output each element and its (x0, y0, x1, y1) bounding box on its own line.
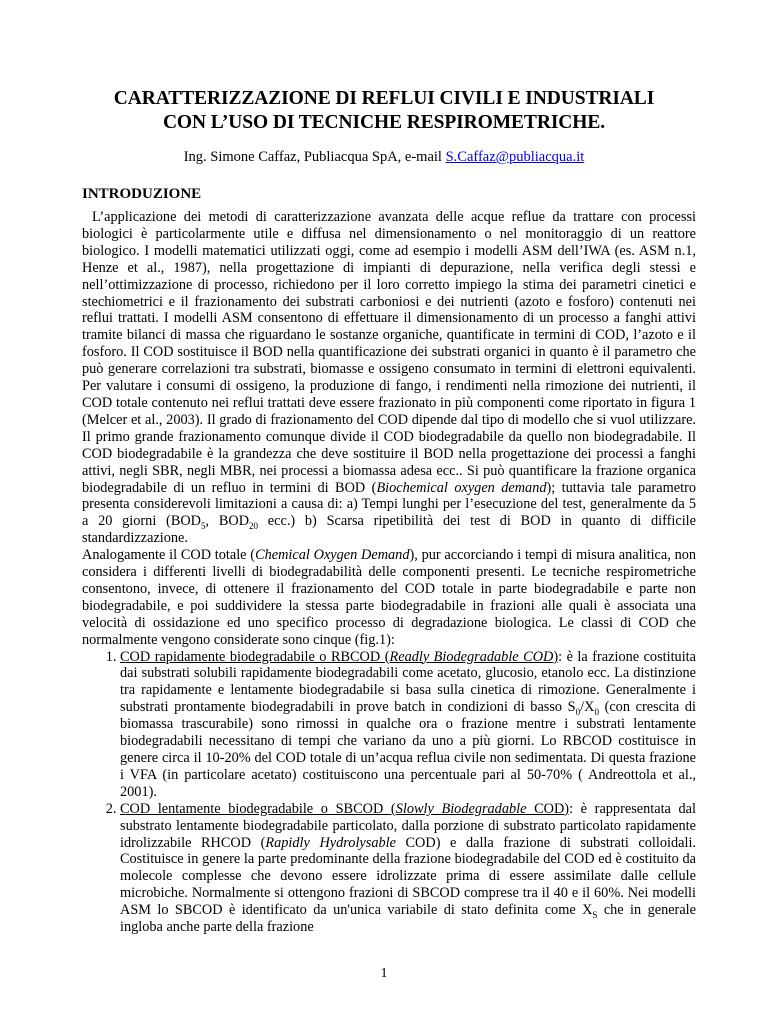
list-item-heading: COD rapidamente biodegradabile o RBCOD (Readly Biodegradable COD) (120, 648, 559, 665)
paragraph-1: L’applicazione dei metodi di caratterizzazione avanzata delle acque reflue da trattare con processi biologici è particolarmente utile e diffusa nel dimensionamento o nel monitoraggio di un reattore biologico. I modelli matematici utilizzati oggi, come ad esempio i modelli ASM dell’IWA (es. ASM n.1, Henze et al., 1987), nella progettazione di impianti di depurazione, nella verifica degli stessi e nell’ottimizzazione di processo, richiedono per il loro corretto impiego la stima dei parametri cinetici e stechiometrici e il frazionamento dei substrati carboniosi e dei nutrienti (azoto e fosforo) contenuti nei reflui trattati. I modelli ASM consentono di effettuare il dimensionamento di un processo a fanghi attivi tramite bilanci di massa che riguardano le sostanze organiche, quantificate in termini di COD, l’azoto e il fosforo. Il COD sostituisce il BOD nella quantificazione dei substrati organici in quanto è il parametro che può generare correlazioni tra substrati, biomasse e ossigeno consumato in termini di elettroni equivalenti. Per valutare i consumi di ossigeno, la produzione di fango, i rendimenti nella rimozione dei nutrienti, il COD totale contenuto nei reflui trattati deve essere frazionato in più componenti come riportato in figura 1 (Melcer et al., 2003). Il grado di frazionamento del COD dipende dal tipo di modello che si vuol utilizzare. Il primo grande frazionamento comunque divide il COD biodegradabile da quello non biodegradabile. Il COD biodegradabile è la grandezza che deve sostituire il BOD nella progettazione dei processi a fanghi attivi, negli SBR, negli MBR, nei processi a biomassa adesa ecc.. Si può quantificare la frazione organica biodegradabile di un refluo in termini di BOD (Biochemical oxygen demand); tuttavia tale parametro presenta considerevoli limitazioni a causa di: a) Tempi lunghi per l’esecuzione del test, generalmente da 5 a 20 giorni ($BOD_5$, $BOD_{20}$ ecc.) b) Scarsa ripetibilità dei test di BOD in quanto di difficile standardizzazione. (82, 209, 697, 547)
author-line (60, 148, 708, 166)
paper-title (60, 87, 708, 135)
paragraph-2: Analogamente il COD totale (Chemical Oxygen Demand), pur accorciando i tempi di misura analitica, non considera i differenti livelli di biodegradabilità delle componenti presenti. Le tecniche respirometriche consentono, invece, di ottenere il frazionamento del COD totale in parte biodegradabile e parte non biodegradabile, e poi suddividere la stessa parte biodegradabile in frazioni alle quali è associata una velocità di ossidazione ed uno specifico processo di degradazione biologica. Le classi di COD che normalmente vengono considerate sono cinque (fig.1): (82, 547, 697, 648)
body-text (82, 209, 696, 936)
page-number: 1 (380, 966, 388, 981)
author-text: Ing. Simone Caffaz, Publiacqua SpA, e-mail (183, 149, 446, 165)
author-email-link[interactable]: S.Caffaz@publiacqua.it (445, 149, 585, 165)
list-item-heading: COD lentamente biodegradabile o SBCOD (Slowly Biodegradable COD) (120, 800, 570, 817)
cod-classes-list (82, 649, 696, 936)
title-line-2: CON L’USO DI TECNICHE RESPIROMETRICHE. (162, 112, 606, 133)
section-heading: INTRODUZIONE (82, 186, 202, 202)
list-item: 1. COD rapidamente biodegradabile o RBCOD (Readly Biodegradable COD): è la frazione costituita dai substrati solubili rapidamente biodegradabili come acetato, glucosio, etanolo ecc. La distinzione tra rapidamente e lentamente biodegradabile si basa sulla cinetica di rimozione. Generalmente i substrati prontamente biodegradabili in prove batch in condizioni di basso $S_0/X_0$ (con crescita di biomassa trascurabile) sono rimossi in qualche ora o frazione mentre i substrati lentamente biodegradabili necessitano di tempi che variano da uno a più giorni. Lo RBCOD costituisce in genere circa il 10-20% del COD totale di un’acqua reflua civile non sedimentata. Di questa frazione i VFA (in particolare acetato) costituiscono una percentuale pari al 50-70% ( Andreottola et al., 2001). (120, 649, 696, 801)
title-line-1: CARATTERIZZAZIONE DI REFLUI CIVILI E INDUSTRIALI (113, 88, 655, 109)
list-item: 2. COD lentamente biodegradabile o SBCOD (Slowly Biodegradable COD): è rappresentata dal substrato lentamente biodegradabile particolato, dalla porzione di substrato particolato rapidamente idrolizzabile RHCOD (Rapidly Hydrolysable COD) e dalla frazione di substrati colloidali. Costituisce in genere la parte predominante della frazione biodegradabile del COD ed è costituito da molecole complesse che devono essere idrolizzate prima di essere assimilate dalle cellule microbiche. Normalmente si ottengono frazioni di SBCOD comprese tra il 40 e il 60%. Nei modelli ASM lo SBCOD è identificato da un'unica variabile di stato definita come $X_S$ che in generale ingloba anche parte della frazione (120, 801, 696, 936)
